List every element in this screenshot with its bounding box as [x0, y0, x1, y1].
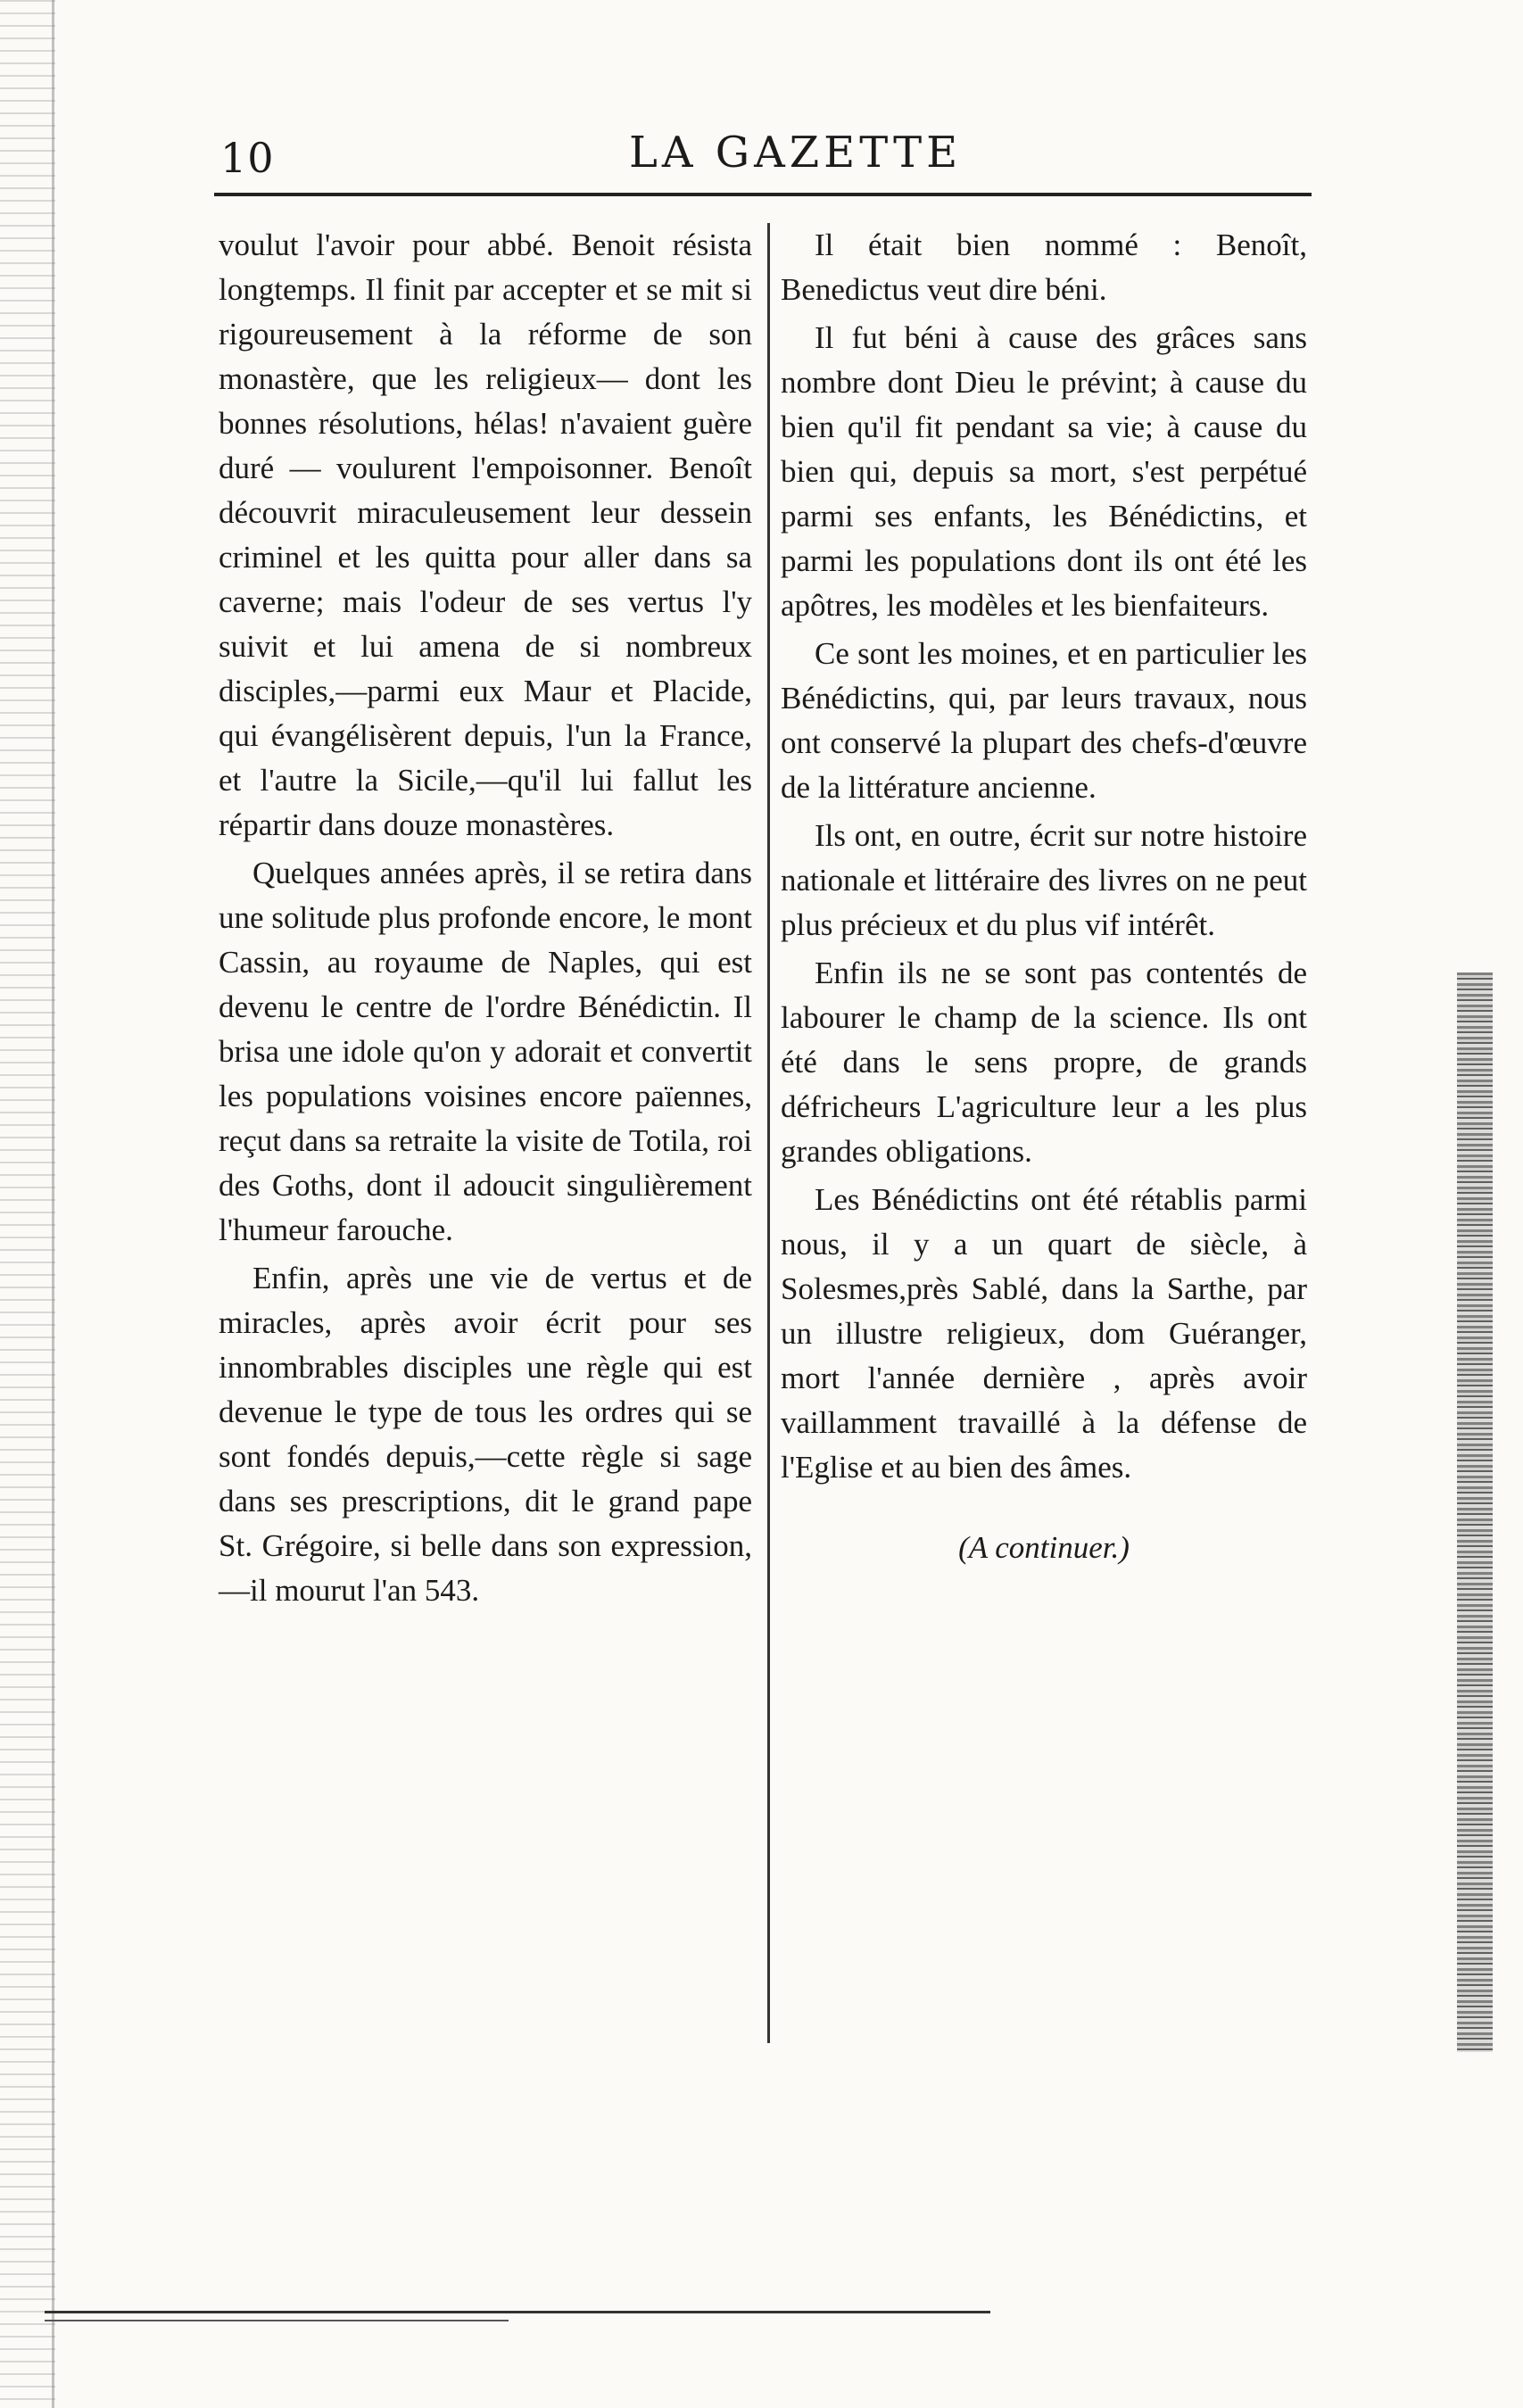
- right-paragraph-2: Il fut béni à cause des grâces sans nombre dont Dieu le prévint; à cause du bien qu'il fit pendant sa vie; à cause du bien qui, depuis sa mort, s'est perpétué parmi ses enfants, les Bénédictins, et parmi les populations dont ils ont été les apôtres, les modèles et les bienfaiteurs.: [781, 320, 1307, 623]
- page-number: 10: [220, 134, 275, 182]
- right-column: [781, 223, 1307, 1574]
- scan-margin-strip: [1457, 972, 1493, 2052]
- left-paragraph-3: Enfin, après une vie de vertus et de miracles, après avoir écrit pour ses innombrables disciples une règle qui est devenue le type de tous les ordres qui se sont fondés depuis,—cette règle si sage dans ses prescriptions, dit le grand pape St. Grégoire, si belle dans son expression,—il mourut l'an 543.: [219, 1261, 752, 1608]
- page-binding-edge: [0, 0, 55, 2408]
- right-paragraph-6: Les Bénédictins ont été rétablis parmi nous, il y a un quart de siècle, à Solesmes,près Sablé, dans la Sarthe, par un illustre religieux, dom Guéranger, mort l'année dernière , après avoir vaillamment travaillé à la défense de l'Eglise et au bien des âmes.: [781, 1182, 1307, 1485]
- right-paragraph-3: Ce sont les moines, et en particulier les Bénédictins, qui, par leurs travaux, nous ont conservé la plupart des chefs-d'œuvre de la littérature ancienne.: [781, 636, 1307, 805]
- left-paragraph-1: voulut l'avoir pour abbé. Benoit résista longtemps. Il finit par accepter et se mit si rigoureusement à la réforme de son monastère, que les religieux— dont les bonnes résolutions, hélas! n'avaient guère duré — voulurent l'empoisonner. Benoît découvrit miraculeusement leur dessein criminel et les quitta pour aller dans sa caverne; mais l'odeur de ses vertus l'y suivit et lui amena de si nombreux disciples,—parmi eux Maur et Placide, qui évangélisèrent depuis, l'un la France, et l'autre la Sicile,—qu'il lui fallut les répartir dans douze monastères.: [219, 228, 752, 842]
- left-column: [219, 223, 752, 1617]
- left-paragraph-2: Quelques années après, il se retira dans une solitude plus profonde encore, le mont Cassin, au royaume de Naples, qui est devenu le centre de l'ordre Bénédictin. Il brisa une idole qu'on y adorait et convertit les populations voisines encore païennes, reçut dans sa retraite la visite de Totila, roi des Goths, dont il adoucit singulièrement l'humeur farouche.: [219, 856, 752, 1247]
- running-title: LA GAZETTE: [629, 128, 963, 178]
- right-paragraph-1: Il était bien nommé : Benoît, Benedictus veut dire béni.: [781, 228, 1307, 307]
- column-divider: [767, 223, 770, 2043]
- continuation-note: (A continuer.): [958, 1530, 1130, 1565]
- header-rule: [214, 193, 1312, 196]
- right-paragraph-4: Ils ont, en outre, écrit sur notre histoire nationale et littéraire des livres on ne peut plus précieux et du plus vif intérêt.: [781, 818, 1307, 942]
- right-paragraph-5: Enfin ils ne se sont pas contentés de labourer le champ de la science. Ils ont été dans le sens propre, de grands défricheurs L'agriculture leur a les plus grandes obligations.: [781, 956, 1307, 1169]
- footer-rule-secondary: [45, 2320, 509, 2321]
- binding-line: [52, 0, 54, 2408]
- footer-rule: [45, 2311, 990, 2313]
